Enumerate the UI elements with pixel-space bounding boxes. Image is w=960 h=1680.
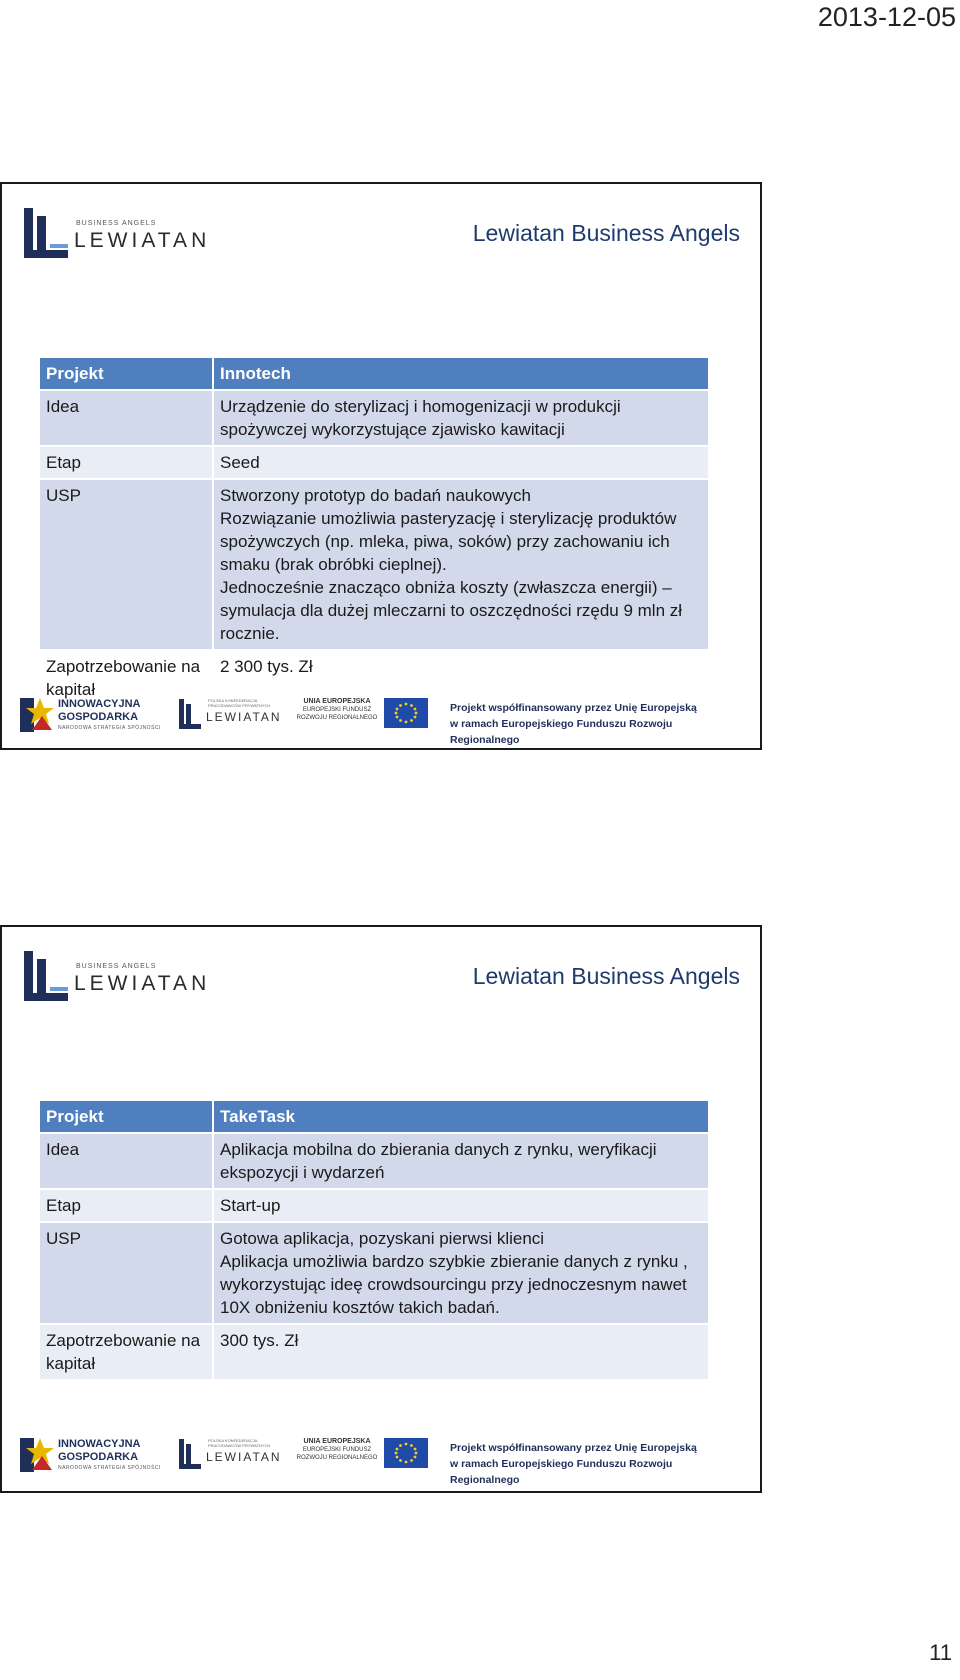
logo-small-text: BUSINESS ANGELS xyxy=(76,220,157,227)
eu-flag-icon xyxy=(384,698,428,728)
project-table xyxy=(38,356,710,707)
lewiatan-small-logo xyxy=(178,696,288,736)
logo-word: LEWIATAN xyxy=(74,972,211,995)
header-label: Projekt xyxy=(39,357,213,390)
lw-small-text: POLSKA KONFEDERACJA PRACODAWCÓW PRYWATNYCH xyxy=(208,1438,271,1448)
lw-small-word: LEWIATAN xyxy=(206,710,282,724)
lewiatan-logo xyxy=(22,949,211,1005)
header-label: Projekt xyxy=(39,1100,213,1133)
row-label: Etap xyxy=(39,446,213,479)
ig-line1: INNOWACYJNA xyxy=(58,1438,141,1450)
logo-small-text: BUSINESS ANGELS xyxy=(76,963,157,970)
eu-text xyxy=(296,698,378,722)
page-date: 2013-12-05 xyxy=(817,2,956,32)
lw-small-text: POLSKA KONFEDERACJA PRACODAWCÓW PRYWATNYCH xyxy=(208,698,271,708)
lewiatan-small-mark-icon xyxy=(178,698,202,732)
table-row xyxy=(39,390,709,446)
row-value: Stworzony prototyp do badań naukowych Rozwiązanie umożliwia pasteryzację i sterylizację produktów spożywczych (np. mleka, piwa, soków) przy zachowaniu ich smaku (brak obróbki cieplnej). Jednocześnie znacząco obniża koszty (zwłaszcza energii) – symulacja dla dużej mleczarni to oszczędności rzędu 9 mln zł rocznie. xyxy=(213,479,709,650)
project-table xyxy=(38,1099,710,1381)
slide-2 xyxy=(0,925,762,1493)
ig-star-icon xyxy=(18,1434,56,1476)
cofin-line1: Projekt współfinansowany przez Unię Europejską xyxy=(450,1442,697,1454)
table-row xyxy=(39,1222,709,1324)
row-value: Aplikacja mobilna do zbierania danych z rynku, weryfikacji ekspozycji i wydarzeń xyxy=(213,1133,709,1189)
row-value: Seed xyxy=(213,446,709,479)
cofin-line2: w ramach Europejskiego Funduszu Rozwoju Regionalnego xyxy=(450,718,673,746)
row-label: Etap xyxy=(39,1189,213,1222)
lewiatan-mark-icon xyxy=(22,206,72,262)
eu-line2: EUROPEJSKI FUNDUSZ xyxy=(302,1447,372,1453)
header-value: Innotech xyxy=(213,357,709,390)
slide-1 xyxy=(0,182,762,750)
ig-line1: INNOWACYJNA xyxy=(58,698,141,710)
footer-logos xyxy=(18,1432,744,1486)
row-label: Idea xyxy=(39,1133,213,1189)
innowacyjna-gospodarka-logo xyxy=(18,692,168,738)
eu-flag-icon xyxy=(384,1438,428,1468)
table-row xyxy=(39,1189,709,1222)
table-row xyxy=(39,479,709,650)
lw-small-word: LEWIATAN xyxy=(206,1450,282,1464)
page-number: 11 xyxy=(929,1640,952,1665)
row-label: Idea xyxy=(39,390,213,446)
eu-line1: UNIA EUROPEJSKA xyxy=(303,698,371,705)
cofin-line1: Projekt współfinansowany przez Unię Europejską xyxy=(450,702,697,714)
footer-logos xyxy=(18,692,744,746)
row-value: Start-up xyxy=(213,1189,709,1222)
slide-title: Lewiatan Business Angels xyxy=(472,963,740,989)
lewiatan-small-logo xyxy=(178,1436,288,1476)
logo-word: LEWIATAN xyxy=(74,229,211,252)
table-header-row xyxy=(39,357,709,390)
ig-line3: NARODOWA STRATEGIA SPÓJNOŚCI xyxy=(58,1465,161,1471)
lewiatan-small-mark-icon xyxy=(178,1438,202,1472)
table-header-row xyxy=(39,1100,709,1133)
row-value: 300 tys. Zł xyxy=(213,1324,709,1380)
header-value: TakeTask xyxy=(213,1100,709,1133)
row-label: Zapotrzebowanie na kapitał xyxy=(39,1324,213,1380)
cofinancing-text xyxy=(450,700,744,748)
ig-star-icon xyxy=(18,694,56,736)
table-row xyxy=(39,446,709,479)
table-row xyxy=(39,1133,709,1189)
eu-logo xyxy=(296,1438,426,1472)
row-label: Zapotrzebowanie na kapitał xyxy=(39,650,213,706)
row-value: Urządzenie do sterylizacj i homogenizacji w produkcji spożywczej wykorzystujące zjawisko kawitacji xyxy=(213,390,709,446)
row-value: 2 300 tys. Zł xyxy=(213,650,709,706)
lewiatan-logo xyxy=(22,206,211,262)
lewiatan-mark-icon xyxy=(22,949,72,1005)
slide-title: Lewiatan Business Angels xyxy=(472,220,740,246)
row-label: USP xyxy=(39,479,213,650)
row-value: Gotowa aplikacja, pozyskani pierwsi klienci Aplikacja umożliwia bardzo szybkie zbieranie danych z rynku , wykorzystując ideę crowdsourcingu przy jednoczesnym nawet 10X obniżeniu kosztów takich badań. xyxy=(213,1222,709,1324)
eu-line3: ROZWOJU REGIONALNEGO xyxy=(296,715,378,721)
eu-line2: EUROPEJSKI FUNDUSZ xyxy=(302,707,372,713)
cofinancing-text xyxy=(450,1440,744,1488)
row-label: USP xyxy=(39,1222,213,1324)
ig-line2: GOSPODARKA xyxy=(58,711,139,723)
ig-line3: NARODOWA STRATEGIA SPÓJNOŚCI xyxy=(58,725,161,731)
ig-line2: GOSPODARKA xyxy=(58,1451,139,1463)
eu-line1: UNIA EUROPEJSKA xyxy=(303,1438,371,1445)
table-row xyxy=(39,1324,709,1380)
eu-text xyxy=(296,1438,378,1462)
innowacyjna-gospodarka-logo xyxy=(18,1432,168,1478)
eu-line3: ROZWOJU REGIONALNEGO xyxy=(296,1455,378,1461)
eu-logo xyxy=(296,698,426,732)
cofin-line2: w ramach Europejskiego Funduszu Rozwoju Regionalnego xyxy=(450,1458,673,1486)
